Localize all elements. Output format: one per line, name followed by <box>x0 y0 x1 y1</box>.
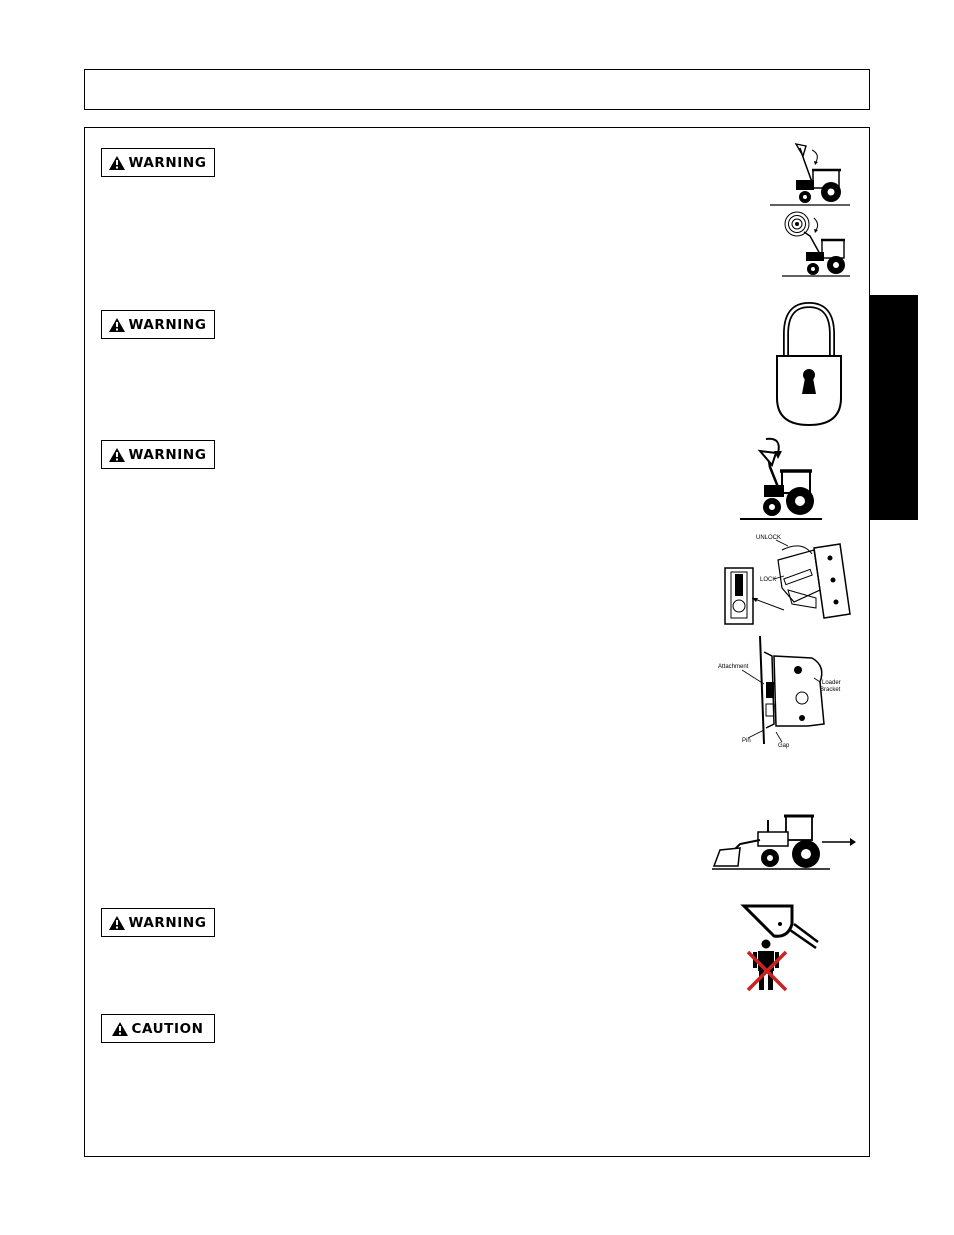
no-person-under-bucket-icon <box>738 902 820 994</box>
tractor-bale-loader-figure <box>780 208 852 280</box>
loader-bracket-label-line2: Bracket <box>820 687 841 693</box>
pin-label: Pin <box>742 738 751 744</box>
page-header-box <box>84 69 870 110</box>
tractor-driving-figure <box>710 810 858 872</box>
warning-badge-3 <box>101 440 215 469</box>
warning-label: WARNING <box>128 316 207 333</box>
lock-label: LOCK <box>760 577 777 583</box>
warning-badge-2 <box>101 310 215 339</box>
warning-badge-4 <box>101 908 215 937</box>
warning-label: WARNING <box>128 446 207 463</box>
caution-badge <box>101 1014 215 1043</box>
bracket-detail-figure <box>716 634 846 752</box>
padlock-icon <box>774 302 844 428</box>
coupler-lock-figure <box>722 530 858 626</box>
loader-bracket-label: Loader <box>822 680 841 686</box>
caution-label: CAUTION <box>131 1020 204 1037</box>
warning-badge-1 <box>101 148 215 177</box>
unlock-label: UNLOCK <box>756 535 782 541</box>
alert-triangle-icon <box>112 1022 128 1036</box>
gap-label: Gap <box>778 743 790 749</box>
alert-triangle-icon <box>109 448 125 462</box>
tractor-tilting-loader-figure <box>738 433 824 523</box>
warning-label: WARNING <box>128 914 207 931</box>
tractor-raised-loader-figure <box>768 140 852 208</box>
alert-triangle-icon <box>109 318 125 332</box>
section-tab <box>869 295 918 520</box>
warning-label: WARNING <box>128 154 207 171</box>
attachment-label: Attachment <box>718 664 749 670</box>
alert-triangle-icon <box>109 156 125 170</box>
alert-triangle-icon <box>109 916 125 930</box>
